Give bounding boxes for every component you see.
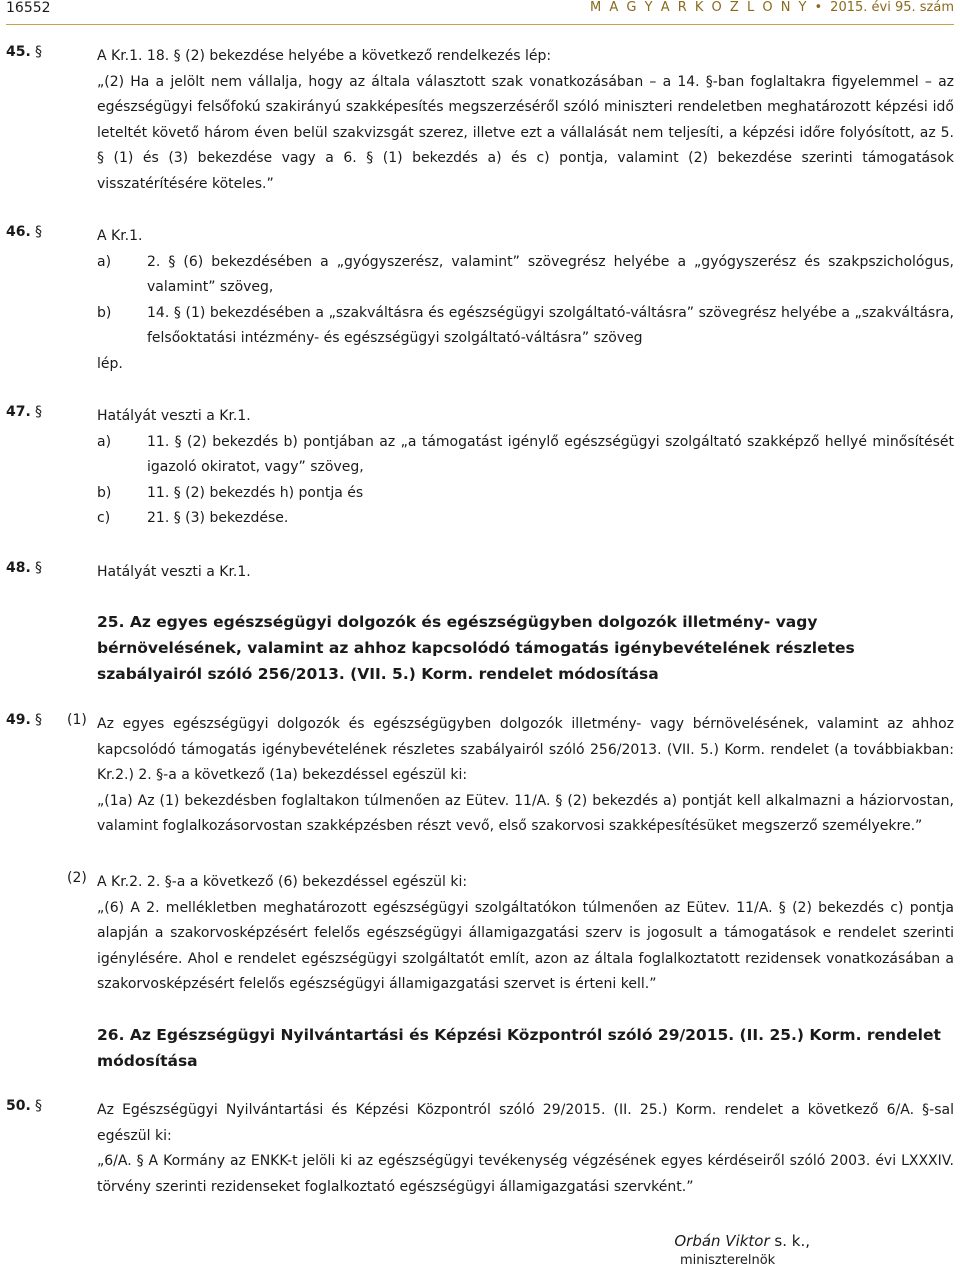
section-body [97, 224, 954, 377]
quoted-provision: „(1a) Az (1) bekezdésben foglaltakon túlmenően az Eütev. 11/A. § (2) bekezdés a) pontját kell alkalmazni a háziorvostan, valamint foglalkozásorvostan szakképzésben részt vevő, első szakorvosi szakképesítésüket megszerző személyekre.” [97, 792, 954, 834]
item-label: b) [97, 484, 112, 501]
list-item [97, 301, 954, 352]
item-text: 14. § (1) bekezdésében a „szakváltásra és egészségügyi szolgáltató-váltásra” szövegrész helyébe a „szakváltásra, felsőoktatási intézmény- és egészségügyi szolgáltató-váltásra” szöveg [147, 304, 954, 346]
section-number: 48. [6, 560, 31, 576]
chapter-title-26: 26. Az Egészségügyi Nyilvántartási és Képzési Központról szóló 29/2015. (II. 25.) Korm. rendelet módosítása [97, 1026, 941, 1070]
issue-label: 2015. évi 95. szám [830, 0, 954, 15]
list-item [97, 481, 954, 507]
section-body [97, 1098, 954, 1200]
paragraph: A Kr.1. [97, 228, 143, 244]
section-number: 47. [6, 404, 31, 420]
section-body [97, 870, 954, 998]
item-label: a) [97, 433, 112, 450]
item-text: 11. § (2) bekezdés h) pontja és [147, 484, 364, 501]
subsection-label: (2) [67, 870, 87, 886]
section-number: 50. [6, 1098, 31, 1114]
list-item [97, 430, 954, 481]
section-body [97, 404, 954, 532]
item-label: a) [97, 253, 112, 270]
paragraph: Hatályát veszti a Kr.1. [97, 408, 251, 424]
page-number: 16552 [6, 0, 51, 16]
item-text: 2. § (6) bekezdésében a „gyógyszerész, valamint” szövegrész helyébe a „gyógyszerész és szakpszichológus, valamint” szöveg, [147, 253, 954, 295]
section-sign: § [35, 224, 42, 240]
paragraph: A Kr.2. 2. §-a a következő (6) bekezdéssel egészül ki: [97, 874, 468, 890]
item-text: 21. § (3) bekezdése. [147, 510, 289, 526]
paragraph: Az Egészségügyi Nyilvántartási és Képzési Központról szóló 29/2015. (II. 25.) Korm. rendelet a következő 6/A. §-sal egészül ki: [97, 1102, 954, 1144]
quoted-provision: „(6) A 2. mellékletben meghatározott egészségügyi szolgáltatókon túlmenően az Eütev. 11/A. § (2) bekezdés c) pontja alapján a szakorvosképzésért felelős egészségügyi államigazgatási szerv is jogosult a támogatások e rendelet szerinti igénylésére. Ahol e rendelet egészségügyi szolgáltatót említ, azon az általa foglalkoztatott rezidensek vonatkozásában a szakorvosképzésért felelős egészségügyi államigazgatási szervet is érteni kell.” [97, 899, 954, 992]
list-item [97, 250, 954, 301]
section-number: 46. [6, 224, 31, 240]
header-bullet: • [814, 0, 825, 15]
section-body [97, 560, 954, 586]
header-divider [6, 24, 954, 25]
section-number: 45. [6, 44, 31, 60]
signatory-name: Orbán Viktor [674, 1232, 770, 1250]
journal-header [590, 0, 954, 15]
journal-name: M A G Y A R K Ö Z L Ö N Y [590, 0, 809, 15]
signature-suffix: s. k., [769, 1232, 810, 1250]
paragraph: A Kr.1. 18. § (2) bekezdése helyébe a következő rendelkezés lép: [97, 48, 552, 64]
section-body [97, 712, 954, 840]
section-sign: § [35, 712, 42, 728]
chapter-title-25: 25. Az egyes egészségügyi dolgozók és egészségügyben dolgozók illetmény- vagy bérnövelésének, valamint az ahhoz kapcsolódó támogatás igénybevételének részletes szabályairól szóló 256/2013. (VII. 5.) Korm. rendelet módosítása [97, 613, 855, 683]
item-label: c) [97, 510, 111, 526]
paragraph: lép. [97, 355, 123, 372]
list-item [97, 506, 954, 532]
section-sign: § [35, 44, 42, 60]
subsection-label: (1) [67, 712, 87, 728]
section-number: 49. [6, 712, 31, 728]
item-label: b) [97, 304, 112, 321]
item-text: 11. § (2) bekezdés b) pontjában az „a támogatást igénylő egészségügyi szolgáltató szakképző hellyé minősítését igazoló okiratot, vagy” szöveg, [147, 433, 954, 475]
paragraph: Az egyes egészségügyi dolgozók és egészségügyben dolgozók illetmény- vagy bérnövelésének, valamint az ahhoz kapcsolódó támogatás igénybevételének részletes szabályairól szóló 256/2013. (VII. 5.) Korm. rendelet (a továbbiakban: Kr.2.) 2. §-a a következő (1a) bekezdéssel egészül ki: [97, 716, 954, 783]
paragraph: Hatályát veszti a Kr.1. [97, 564, 251, 580]
signature [674, 1232, 810, 1250]
section-sign: § [35, 1098, 42, 1114]
section-sign: § [35, 404, 42, 420]
signatory-role: miniszterelnök [680, 1253, 776, 1268]
quoted-provision: „6/A. § A Kormány az ENKK-t jelöli ki az egészségügyi tevékenység végzésének egyes kérdéseiről szóló 2003. évi LXXXIV. törvény szerinti rezidenseket foglalkoztató egészségügyi államigazgatási szervként.” [97, 1153, 954, 1195]
section-sign: § [35, 560, 42, 576]
section-body [97, 44, 954, 197]
quoted-provision: „(2) Ha a jelölt nem vállalja, hogy az általa választott szak vonatkozásában – a 14. §-ban foglaltakra figyelemmel – az egészségügyi felsőfokú szakirányú szakképesítés megszerzéséről szóló miniszteri rendeletben meghatározott képzési idő leteltét követő három éven belül szakvizsgát szerez, illetve ezt a vállalását nem teljesíti, a képzési időre folyósított, az 5. § (1) és (3) bekezdése vagy a 6. § (1) bekezdés a) és c) pontja, valamint (2) bekezdése szerinti támogatások visszatérítésére köteles.” [97, 73, 954, 192]
